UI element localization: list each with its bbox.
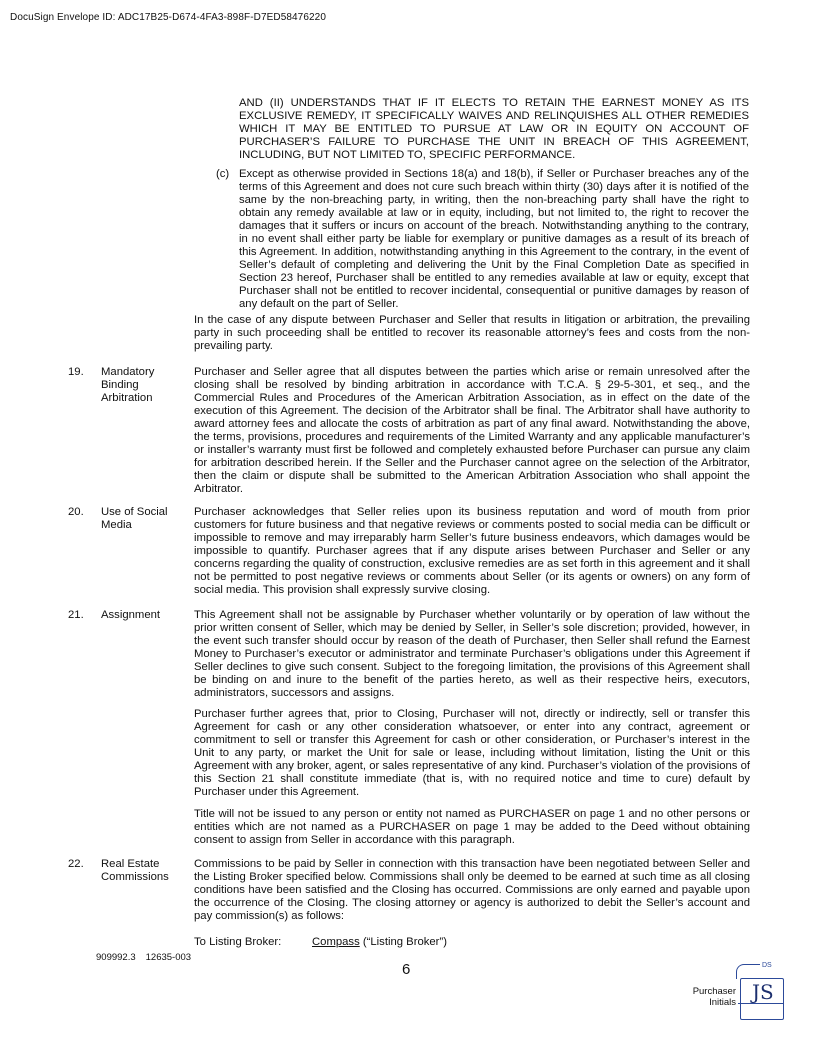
- section-22-title: Real Estate Commissions: [101, 858, 169, 883]
- section-19-body: Purchaser and Seller agree that all disputes between the parties which arise or remain unresolved after the closing shall be resolved by binding arbitration in accordance with T.C.A. § 29-5-301, et seq., and the Commercial Rules and Procedures of the American Arbitration Association, as in effect on the date of the execution of this Agreement. The decision of the Arbitrator shall be final. The Arbitrator shall have authority to award attorney fees and allocate the costs of arbitration as part of any final award. Notwithstanding the above, the terms, provisions, procedures and requirements of the Limited Warranty and any applicable manufacturer’s or installer’s warranty must first be followed and completely exhausted before Purchaser can pursue any claim for arbitration described herein. If the Seller and the Purchaser cannot agree on the selection of the Arbitrator, then the claim or dispute shall be submitted to the American Arbitration Association who shall appoint the Arbitrator.: [194, 366, 750, 495]
- section-22-number: 22.: [68, 858, 84, 870]
- section-21-title: Assignment: [101, 609, 161, 621]
- section-20-number: 20.: [68, 506, 84, 518]
- doc-number: 909992.3: [96, 952, 136, 963]
- broker-suffix: (“Listing Broker”): [359, 936, 447, 948]
- docusign-tag: DS: [762, 962, 772, 969]
- listing-broker-name: [312, 936, 447, 948]
- docusign-bracket: [736, 964, 761, 979]
- section-22-body: Commissions to be paid by Seller in connection with this transaction have been negotiated between Seller and the Listing Broker specified below. Commissions shall only be deemed to be earned at such time as all closing conditions have been satisfied and the Closing has occurred. Commissions are only earned and payable upon the occurrence of the Closing. The closing attorney or agency is authorized to debit the Seller’s account and pay commission(s) as follows:: [194, 858, 750, 922]
- section-20-title: Use of Social Media: [101, 506, 168, 531]
- section-19-title: Mandatory Binding Arbitration: [101, 366, 155, 404]
- purchaser-initials-label: Purchaser Initials: [692, 986, 736, 1008]
- page-number: 6: [402, 961, 411, 978]
- subsection-c-marker: (c): [216, 168, 230, 180]
- remedy-waiver-text: AND (II) UNDERSTANDS THAT IF IT ELECTS TO RETAIN THE EARNEST MONEY AS ITS EXCLUSIVE REMEDY, IT SPECIFICALLY WAIVES AND RELINQUISHES ALL OTHER REMEDIES WHICH IT MAY BE ENTITLED TO PURSUE AT LAW OR IN EQUITY ON ACCOUNT OF PURCHASER’S FAILURE TO PURCHASE THE UNIT IN BREACH OF THIS AGREEMENT, INCLUDING, BUT NOT LIMITED TO, SPECIFIC PERFORMANCE.: [239, 97, 749, 161]
- footer-doc-ref: [96, 952, 191, 963]
- initials-signature: JS: [752, 980, 774, 1004]
- attorney-fees-text: In the case of any dispute between Purchaser and Seller that results in litigation or arbitration, the prevailing party in such proceeding shall be entitled to recover its reasonable attorney’s fees and costs from the non-prevailing party.: [194, 314, 750, 352]
- broker-company: Compass: [312, 936, 360, 948]
- section-21-number: 21.: [68, 609, 84, 621]
- section-19-number: 19.: [68, 366, 84, 378]
- section-20-body: Purchaser acknowledges that Seller relies upon its business reputation and word of mouth from prior customers for future business and that negative reviews or comments posted to social media can be difficult or impossible to remove and may irreparably harm Seller’s future business endeavors, which damages would be impossible to quantify. Purchaser agrees that if any dispute arises between Purchaser and Seller or any concerns regarding the quality of construction, exclusive remedies are as set forth in this agreement and it shall not be permitted to post negative reviews or comments about Seller (or its agents or owners) on any form of social media. This provision shall expressly survive closing.: [194, 506, 750, 596]
- listing-broker-label: To Listing Broker:: [194, 936, 282, 948]
- matter-number: 12635-003: [145, 952, 192, 963]
- section-21-body-1: This Agreement shall not be assignable by Purchaser whether voluntarily or by operation of law without the prior written consent of Seller, which may be denied by Seller, in Seller’s sole discretion; provided, however, in the event such transfer should occur by reason of the death of Purchaser, then Seller shall refund the Earnest Money to Purchaser’s executor or administrator and terminate Purchaser’s obligations under this Agreement if Seller declines to give such consent. Subject to the foregoing limitation, the provisions of this Agreement shall be binding on and inure to the benefit of the parties hereto, as well as their respective heirs, executors, administrators, successors and assigns.: [194, 609, 750, 699]
- subsection-c-text: Except as otherwise provided in Sections 18(a) and 18(b), if Seller or Purchaser breaches any of the terms of this Agreement and does not cure such breach within thirty (30) days after it is notified of the same by the non-breaching party, in writing, then the non-breaching party shall have the right to obtain any remedy available at law or in equity, including, but not limited to, the right to recover the damages that it suffers or incurs on account of the breach. Notwithstanding anything to the contrary, in no event shall either party be liable for exemplary or punitive damages as a result of its breach of this Agreement. In addition, notwithstanding anything in this Agreement to the contrary, in the event of Seller’s default of completing and delivering the Unit by the Final Completion Date as specified in Section 23 hereof, Purchaser shall be entitled to any remedies available at law or equity, except that Purchaser shall not be entitled to recover incidental, consequential or punitive damages by reason of any default on the part of Seller.: [239, 168, 749, 310]
- section-21-body-2: Purchaser further agrees that, prior to Closing, Purchaser will not, directly or indirectly, sell or transfer this Agreement for cash or any other consideration whatsoever, or enter into any contract, agreement or commitment to sell or transfer this Agreement for cash or other consideration, or Purchaser’s interest in the Unit to any party, or market the Unit for sale or lease, including without limitation, listing the Unit or this Agreement with any broker, agent, or sales representative of any kind. Purchaser’s violation of the provisions of this Section 21 shall constitute immediate (that is, with no required notice and time to cure) default by Purchaser under this Agreement.: [194, 708, 750, 798]
- section-21-body-3: Title will not be issued to any person or entity not named as PURCHASER on page 1 and no other persons or entities which are not named as a PURCHASER on page 1 may be added to the Deed without obtaining consent to assign from Seller in accordance with this paragraph.: [194, 808, 750, 846]
- envelope-id: DocuSign Envelope ID: ADC17B25-D674-4FA3-898F-D7ED58476220: [10, 12, 326, 23]
